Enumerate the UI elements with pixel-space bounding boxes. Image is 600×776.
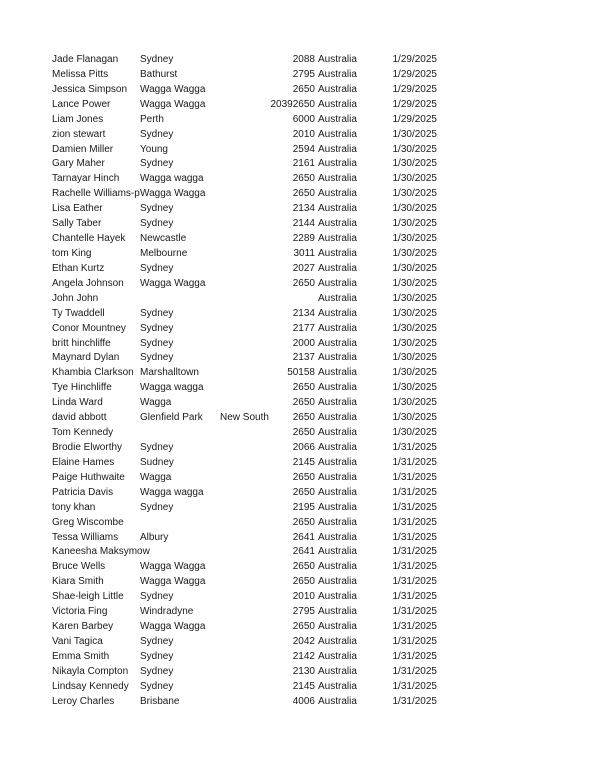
- table-row: [0, 68, 600, 83]
- date-cell: 1/30/2025: [392, 277, 437, 289]
- country-cell: Australia: [318, 54, 357, 65]
- city-cell: Perth: [140, 113, 164, 125]
- postcode-cell: 2142: [292, 650, 315, 662]
- city-cell: Sydney: [140, 54, 174, 65]
- date-cell: 1/31/2025: [392, 561, 437, 573]
- name-cell: Tarnayar Hinch: [52, 173, 120, 185]
- name-cell: Damien Miller: [52, 143, 114, 155]
- city-cell: Wagga Wagga: [140, 576, 206, 588]
- table-row: [0, 411, 600, 426]
- city-cell: Sydney: [140, 501, 174, 513]
- postcode-cell: 2650: [292, 188, 315, 200]
- city-cell: Sydney: [140, 352, 174, 364]
- postcode-cell: 2010: [292, 591, 315, 603]
- table-row: [0, 351, 600, 366]
- postcode-cell: 2650: [292, 516, 315, 528]
- name-cell: Karen Barbey: [52, 621, 114, 633]
- date-cell: 1/31/2025: [392, 606, 437, 618]
- city-cell: Sydney: [140, 337, 174, 349]
- date-cell: 1/30/2025: [392, 397, 437, 409]
- name-cell: Bruce Wells: [52, 561, 106, 573]
- table-row: [0, 53, 600, 68]
- date-cell: 1/30/2025: [392, 322, 437, 334]
- postcode-cell: 2088: [292, 54, 315, 65]
- city-cell: Newcastle: [140, 233, 187, 245]
- table-row: [0, 516, 600, 531]
- date-cell: 1/31/2025: [392, 635, 437, 647]
- country-cell: Australia: [318, 591, 357, 603]
- name-cell: Chantelle Hayek: [52, 233, 126, 245]
- postcode-cell: 2650: [292, 576, 315, 588]
- city-cell: Sydney: [140, 665, 174, 677]
- table-row: [0, 680, 600, 695]
- name-cell: Tye Hinchliffe: [52, 382, 112, 394]
- name-cell: Tessa Williams: [52, 531, 119, 543]
- date-cell: 1/30/2025: [392, 427, 437, 439]
- city-cell: Windradyne: [140, 606, 194, 618]
- name-cell: Angela Johnson: [52, 277, 124, 289]
- date-cell: 1/29/2025: [392, 54, 437, 65]
- table-row: [0, 217, 600, 232]
- city-cell: Sydney: [140, 203, 174, 215]
- date-cell: 1/30/2025: [392, 233, 437, 245]
- name-cell: Sally Taber: [52, 218, 102, 230]
- country-cell: Australia: [318, 188, 357, 200]
- table-row: [0, 456, 600, 471]
- country-cell: Australia: [318, 143, 357, 155]
- date-cell: 1/30/2025: [392, 143, 437, 155]
- postcode-cell: 2650: [292, 621, 315, 633]
- date-cell: 1/30/2025: [392, 247, 437, 259]
- city-cell: Wagga: [140, 397, 172, 409]
- country-cell: Australia: [318, 486, 357, 498]
- name-cell: Maynard Dylan: [52, 352, 120, 364]
- city-cell: Glenfield Park: [140, 412, 203, 424]
- date-cell: 1/30/2025: [392, 307, 437, 319]
- name-cell: britt hinchliffe: [52, 337, 111, 349]
- country-cell: Australia: [318, 158, 357, 170]
- date-cell: 1/30/2025: [392, 218, 437, 230]
- table-row: [0, 665, 600, 680]
- table-row: [0, 486, 600, 501]
- country-cell: Australia: [318, 262, 357, 274]
- postcode-cell: 2161: [292, 158, 315, 170]
- date-cell: 1/30/2025: [392, 158, 437, 170]
- name-cell: Kiara Smith: [52, 576, 104, 588]
- country-cell: Australia: [318, 606, 357, 618]
- date-cell: 1/30/2025: [392, 382, 437, 394]
- postcode-cell: 4006: [292, 695, 315, 707]
- country-cell: Australia: [318, 531, 357, 543]
- country-cell: Australia: [318, 292, 357, 304]
- postcode-cell: 2130: [292, 665, 315, 677]
- city-cell: Wagga Wagga: [140, 83, 206, 95]
- country-cell: Australia: [318, 427, 357, 439]
- table-row: [0, 322, 600, 337]
- table-row: [0, 560, 600, 575]
- table-row: [0, 620, 600, 635]
- city-cell: Albury: [140, 531, 169, 543]
- name-cell: Victoria Fing: [52, 606, 108, 618]
- table-row: [0, 575, 600, 590]
- city-cell: Sydney: [140, 441, 174, 453]
- city-cell: Wagga wagga: [140, 382, 204, 394]
- table-row: [0, 471, 600, 486]
- city-cell: Wagga Wagga: [140, 98, 206, 110]
- date-cell: 1/31/2025: [392, 486, 437, 498]
- table-row: [0, 83, 600, 98]
- postcode-cell: 2177: [292, 322, 315, 334]
- table-row: [0, 98, 600, 113]
- postcode-cell: 2066: [292, 441, 315, 453]
- name-cell: Ty Twaddell: [52, 307, 105, 319]
- date-cell: 1/30/2025: [392, 367, 437, 379]
- city-cell: Marshalltown: [140, 367, 199, 379]
- table-row: [0, 113, 600, 128]
- name-cell: John John: [52, 292, 99, 304]
- country-cell: Australia: [318, 128, 357, 140]
- country-cell: Australia: [318, 635, 357, 647]
- city-cell: Wagga Wagga: [140, 621, 206, 633]
- table-row: [0, 262, 600, 277]
- postcode-cell: 2137: [292, 352, 315, 364]
- city-cell: Sydney: [140, 307, 174, 319]
- postcode-cell: 2795: [292, 606, 315, 618]
- name-cell: Conor Mountney: [52, 322, 126, 334]
- city-cell: Bathurst: [140, 68, 178, 80]
- table-row: [0, 545, 600, 560]
- country-cell: Australia: [318, 218, 357, 230]
- table-row: [0, 650, 600, 665]
- name-cell: tom King: [52, 247, 92, 259]
- date-cell: 1/31/2025: [392, 516, 437, 528]
- city-cell: Sydney: [140, 680, 174, 692]
- name-cell: Lindsay Kennedy: [52, 680, 129, 692]
- country-cell: Australia: [318, 471, 357, 483]
- name-cell: Melissa Pitts: [52, 68, 109, 80]
- table-row: [0, 292, 600, 307]
- table-row: [0, 381, 600, 396]
- name-cell: Paige Huthwaite: [52, 471, 125, 483]
- name-cell: Emma Smith: [52, 650, 110, 662]
- city-cell: Melbourne: [140, 247, 188, 259]
- postcode-cell: 2650: [292, 397, 315, 409]
- date-cell: 1/31/2025: [392, 576, 437, 588]
- date-cell: 1/31/2025: [392, 456, 437, 468]
- postcode-cell: 2134: [292, 203, 315, 215]
- postcode-cell: 2145: [292, 680, 315, 692]
- name-cell: Lance Power: [52, 98, 111, 110]
- country-cell: Australia: [318, 665, 357, 677]
- table-row: [0, 605, 600, 620]
- name-cell: Leroy Charles: [52, 695, 115, 707]
- country-cell: Australia: [318, 307, 357, 319]
- date-cell: 1/31/2025: [392, 665, 437, 677]
- city-cell: Sydney: [140, 322, 174, 334]
- country-cell: Australia: [318, 367, 357, 379]
- country-cell: Australia: [318, 352, 357, 364]
- city-cell: Wagga wagga: [140, 486, 204, 498]
- name-cell: Jessica Simpson: [52, 83, 128, 95]
- postcode-cell: 2650: [292, 427, 315, 439]
- date-cell: 1/30/2025: [392, 337, 437, 349]
- city-cell: Brisbane: [140, 695, 180, 707]
- postcode-cell: 3011: [293, 247, 315, 259]
- table-row: [0, 396, 600, 411]
- name-cell: Liam Jones: [52, 113, 104, 125]
- table-row: [0, 247, 600, 262]
- city-cell: Sudney: [140, 456, 174, 468]
- table-row: [0, 531, 600, 546]
- postcode-cell: 2641: [292, 531, 315, 543]
- city-cell: Sydney: [140, 262, 174, 274]
- date-cell: 1/30/2025: [392, 203, 437, 215]
- country-cell: Australia: [318, 412, 357, 424]
- postcode-cell: 50158: [287, 367, 315, 379]
- country-cell: Australia: [318, 203, 357, 215]
- table-row: [0, 695, 600, 710]
- country-cell: Australia: [318, 680, 357, 692]
- postcode-cell: 2042: [292, 635, 315, 647]
- table-row: [0, 187, 600, 202]
- date-cell: 1/29/2025: [392, 83, 437, 95]
- country-cell: Australia: [318, 68, 357, 80]
- postcode-cell: 2134: [292, 307, 315, 319]
- city-cell: Wagga Wagga: [140, 188, 206, 200]
- name-cell: Lisa Eather: [52, 203, 103, 215]
- postcode-cell: 2650: [292, 382, 315, 394]
- date-cell: 1/30/2025: [392, 128, 437, 140]
- postcode-cell: 2195: [292, 501, 315, 513]
- postcode-cell: 2010: [292, 128, 315, 140]
- name-cell: Vani Tagica: [52, 635, 103, 647]
- table-row: [0, 128, 600, 143]
- date-cell: 1/30/2025: [392, 262, 437, 274]
- city-cell: Sydney: [140, 128, 174, 140]
- name-cell: Ethan Kurtz: [52, 262, 105, 274]
- postcode-cell: 2650: [292, 486, 315, 498]
- name-cell: Nikayla Compton: [52, 665, 129, 677]
- country-cell: Australia: [318, 233, 357, 245]
- postcode-cell: 2144: [292, 218, 315, 230]
- date-cell: 1/29/2025: [392, 68, 437, 80]
- date-cell: 1/30/2025: [392, 412, 437, 424]
- country-cell: Australia: [318, 173, 357, 185]
- date-cell: 1/31/2025: [392, 680, 437, 692]
- table-row: [0, 590, 600, 605]
- date-cell: 1/30/2025: [392, 292, 437, 304]
- date-cell: 1/30/2025: [392, 188, 437, 200]
- name-cell: Brodie Elworthy: [52, 441, 123, 453]
- name-cell: Tom Kennedy: [52, 427, 114, 439]
- country-cell: Australia: [318, 561, 357, 573]
- date-cell: 1/29/2025: [392, 113, 437, 125]
- table-row: [0, 143, 600, 158]
- name-cell: Kaneesha Maksymow: [52, 546, 150, 558]
- date-cell: 1/31/2025: [392, 471, 437, 483]
- country-cell: Australia: [318, 501, 357, 513]
- postcode-cell: 2594: [292, 143, 315, 155]
- country-cell: Australia: [318, 397, 357, 409]
- postcode-cell: 2145: [292, 456, 315, 468]
- table-row: [0, 337, 600, 352]
- name-cell: Linda Ward: [52, 397, 103, 409]
- country-cell: Australia: [318, 576, 357, 588]
- country-cell: Australia: [318, 650, 357, 662]
- date-cell: 1/31/2025: [392, 441, 437, 453]
- date-cell: 1/31/2025: [392, 546, 437, 558]
- table-row: [0, 426, 600, 441]
- country-cell: Australia: [318, 322, 357, 334]
- country-cell: Australia: [318, 441, 357, 453]
- postcode-cell: 2650: [292, 471, 315, 483]
- country-cell: Australia: [318, 382, 357, 394]
- table-row: [0, 635, 600, 650]
- name-cell: Patricia Davis: [52, 486, 114, 498]
- country-cell: Australia: [318, 277, 357, 289]
- name-cell: tony khan: [52, 501, 96, 513]
- name-cell: Shae-leigh Little: [52, 591, 124, 603]
- country-cell: Australia: [318, 113, 357, 125]
- country-cell: Australia: [318, 695, 357, 707]
- table-row: [0, 157, 600, 172]
- postcode-cell: 2650: [292, 277, 315, 289]
- date-cell: 1/31/2025: [392, 621, 437, 633]
- city-cell: Wagga wagga: [140, 173, 204, 185]
- postcode-cell: 2795: [292, 68, 315, 80]
- name-cell: Jade Flanagan: [52, 54, 119, 65]
- country-cell: Australia: [318, 247, 357, 259]
- table-row: [0, 441, 600, 456]
- data-table: [0, 53, 600, 710]
- date-cell: 1/31/2025: [392, 531, 437, 543]
- postcode-cell: 2000: [292, 337, 315, 349]
- postcode-cell: 20392650: [270, 98, 315, 110]
- date-cell: 1/31/2025: [392, 695, 437, 707]
- city-cell: Sydney: [140, 591, 174, 603]
- postcode-cell: 2650: [292, 561, 315, 573]
- name-cell: zion stewart: [52, 128, 106, 140]
- table-row: [0, 172, 600, 187]
- country-cell: Australia: [318, 456, 357, 468]
- date-cell: 1/30/2025: [392, 173, 437, 185]
- date-cell: 1/31/2025: [392, 501, 437, 513]
- name-cell: Khambia Clarkson: [52, 367, 134, 379]
- name-cell: Greg Wiscombe: [52, 516, 124, 528]
- country-cell: Australia: [318, 546, 357, 558]
- date-cell: 1/31/2025: [392, 591, 437, 603]
- postcode-cell: 2650: [292, 173, 315, 185]
- table-row: [0, 366, 600, 381]
- city-cell: Young: [140, 143, 168, 155]
- city-cell: Sydney: [140, 635, 174, 647]
- name-cell: david abbott: [52, 412, 107, 424]
- postcode-cell: 2027: [292, 262, 315, 274]
- city-cell: Wagga: [140, 471, 172, 483]
- name-cell: Elaine Hames: [52, 456, 115, 468]
- table-row: [0, 232, 600, 247]
- country-cell: Australia: [318, 83, 357, 95]
- table-row: [0, 307, 600, 322]
- city-cell: Sydney: [140, 158, 174, 170]
- city-cell: Sydney: [140, 650, 174, 662]
- date-cell: 1/29/2025: [392, 98, 437, 110]
- table-row: [0, 501, 600, 516]
- postcode-cell: 2289: [292, 233, 315, 245]
- country-cell: Australia: [318, 337, 357, 349]
- postcode-cell: 2650: [292, 412, 315, 424]
- postcode-cell: 2641: [292, 546, 315, 558]
- country-cell: Australia: [318, 516, 357, 528]
- city-cell: Wagga Wagga: [140, 561, 206, 573]
- date-cell: 1/31/2025: [392, 650, 437, 662]
- table-row: [0, 277, 600, 292]
- country-cell: Australia: [318, 621, 357, 633]
- city-cell: Wagga Wagga: [140, 277, 206, 289]
- postcode-cell: 6000: [292, 113, 315, 125]
- name-cell: Gary Maher: [52, 158, 105, 170]
- name-cell: Rachelle Williams-p: [52, 188, 140, 200]
- state-cell: New South: [220, 412, 269, 424]
- city-cell: Sydney: [140, 218, 174, 230]
- table-row: [0, 202, 600, 217]
- date-cell: 1/30/2025: [392, 352, 437, 364]
- country-cell: Australia: [318, 98, 357, 110]
- postcode-cell: 2650: [292, 83, 315, 95]
